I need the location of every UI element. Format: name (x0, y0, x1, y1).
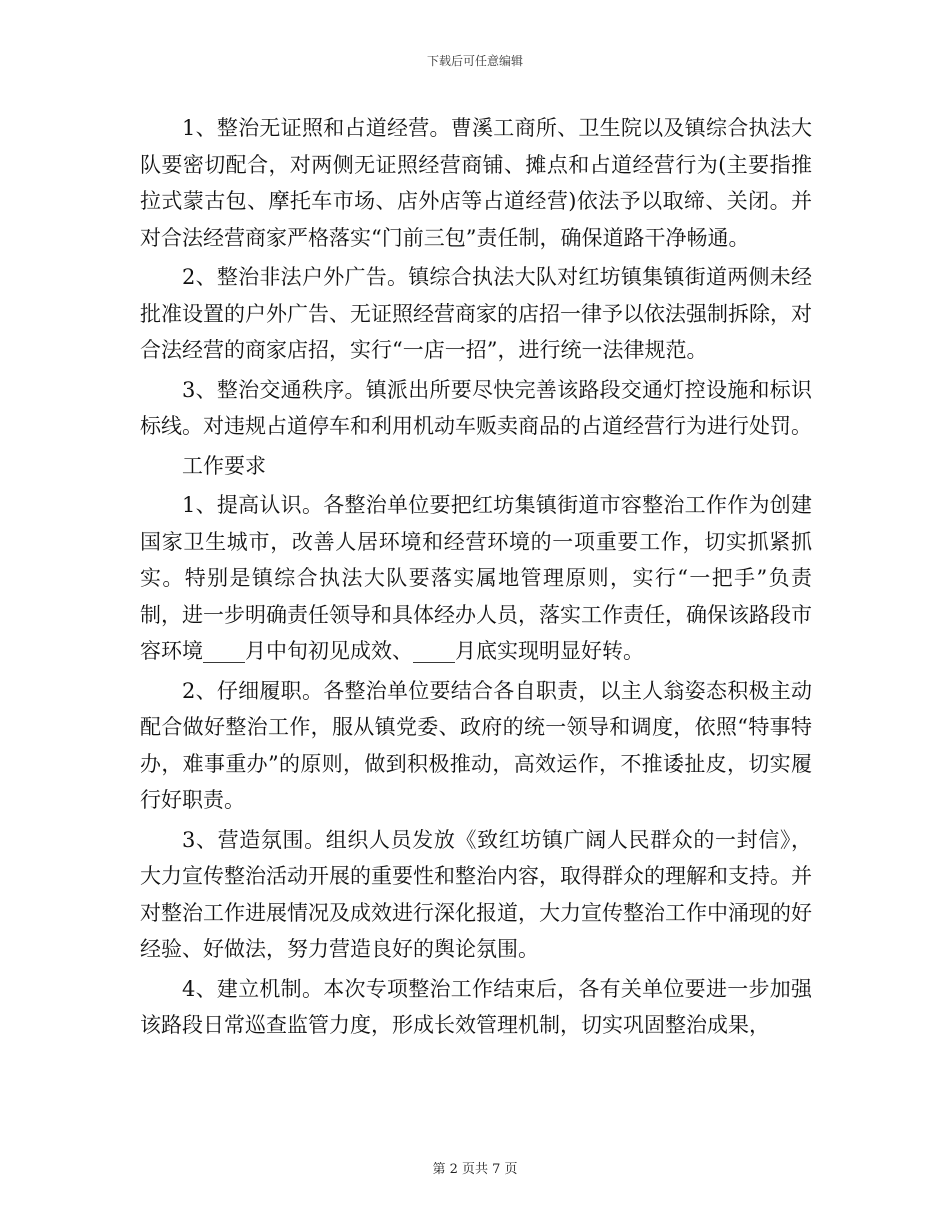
paragraph-3: 3、整治交通秩序。镇派出所要尽快完善该路段交通灯控设施和标识标线。对违规占道停车和利用机动车贩卖商品的占道经营行为进行处罚。 (140, 377, 812, 438)
document-body (140, 110, 812, 1044)
section-title: 工作要求 (182, 453, 266, 478)
requirement-1: 1、提高认识。各整治单位要把红坊集镇街道市容整治工作作为创建国家卫生城市，改善人居环境和经营环境的一项重要工作，切实抓紧抓实。特别是镇综合执法大队要落实属地管理原则，实行“一把手”负责制，进一步明确责任领导和具体经办人员，落实工作责任，确保该路段市容环境____月中旬初见成效、____月底实现明显好转。 (140, 493, 812, 663)
requirement-3: 3、营造氛围。组织人员发放《致红坊镇广阔人民群众的一封信》，大力宣传整治活动开展的重要性和整治内容，取得群众的理解和支持。并对整治工作进展情况及成效进行深化报道，大力宣传整治工作中涌现的好经验、好做法，努力营造良好的舆论氛围。 (140, 827, 812, 961)
page-footer: 第 2 页共 7 页 (432, 1162, 518, 1177)
paragraph-1: 1、整治无证照和占道经营。曹溪工商所、卫生院以及镇综合执法大队要密切配合，对两侧无证照经营商铺、摊点和占道经营行为(主要指推拉式蒙古包、摩托车市场、店外店等占道经营)依法予以取缔、关闭。并对合法经营商家严格落实“门前三包”责任制，确保道路干净畅通。 (140, 116, 812, 250)
requirement-2: 2、仔细履职。各整治单位要结合各自职责，以主人翁姿态积极主动配合做好整治工作，服从镇党委、政府的统一领导和调度，依照“特事特办，难事重办”的原则，做到积极推动，高效运作，不推诿扯皮，切实履行好职责。 (140, 678, 812, 812)
requirement-4: 4、建立机制。本次专项整治工作结束后，各有关单位要进一步加强该路段日常巡查监管力度，形成长效管理机制，切实巩固整治成果， (140, 976, 812, 1037)
paragraph-2: 2、整治非法户外广告。镇综合执法大队对红坊镇集镇街道两侧未经批准设置的户外广告、无证照经营商家的店招一律予以依法强制拆除，对合法经营的商家店招，实行“一店一招”，进行统一法律规范。 (140, 265, 812, 362)
page-header: 下载后可任意编辑 (426, 54, 523, 68)
